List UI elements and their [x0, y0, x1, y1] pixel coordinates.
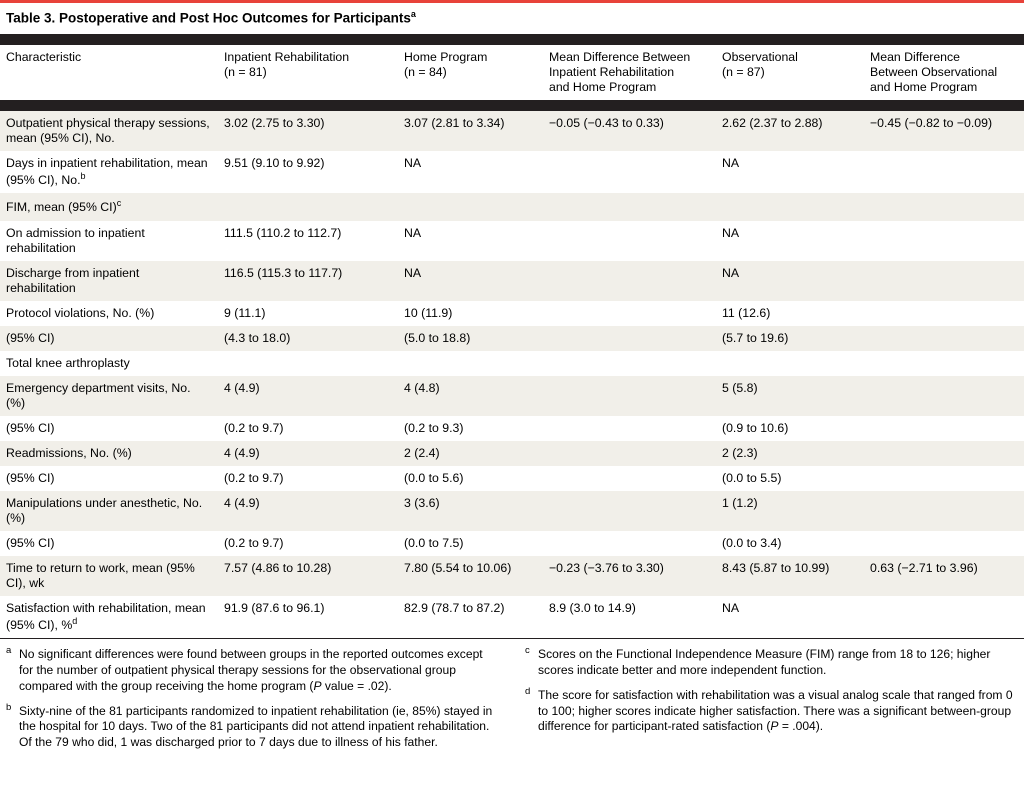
table-cell: NA — [716, 596, 864, 638]
footnotes — [0, 639, 1024, 767]
table-cell: 2.62 (2.37 to 2.88) — [716, 111, 864, 151]
row-label: FIM, mean (95% CI)$^c$ — [0, 193, 218, 220]
table-header-row — [0, 45, 1024, 100]
row-label-superscript: d — [72, 615, 78, 626]
table-cell — [864, 531, 1024, 556]
row-label: (95% CI) — [0, 326, 218, 351]
table-cell: (0.0 to 5.6) — [398, 466, 543, 491]
table-cell: 8.9 (3.0 to 14.9) — [543, 596, 716, 638]
col-header-inpatient — [218, 45, 398, 100]
table-cell — [864, 301, 1024, 326]
footnote-marker: c — [525, 644, 530, 656]
row-label: (95% CI) — [0, 531, 218, 556]
table-cell: 10 (11.9) — [398, 301, 543, 326]
table-cell: NA — [716, 151, 864, 193]
footnote-text: No significant differences were found between groups in the reported outcomes except for the number of outpatient physical therapy sessions for the observational group compared with the group receiving the home program (P value = .02). — [19, 646, 483, 693]
footnote-text: The score for satisfaction with rehabilitation was a visual analog scale that ranged from 0 to 100; higher scores indicate higher satisfaction. There was a significant between-group difference for participant-rated satisfaction (P = .004). — [538, 687, 1013, 734]
col-header-diff-inpatient-home-l2: Inpatient Rehabilitation — [549, 65, 675, 80]
table-cell: (0.0 to 5.5) — [716, 466, 864, 491]
col-header-diff-observational-home-l2: Between Observational — [870, 65, 998, 80]
table-cell — [218, 193, 398, 220]
col-header-diff-inpatient-home-l1: Mean Difference Between — [549, 50, 691, 65]
table-cell — [543, 301, 716, 326]
table-cell: 0.63 (−2.71 to 3.96) — [864, 556, 1024, 596]
table-cell: 1 (1.2) — [716, 491, 864, 531]
table-row — [0, 376, 1024, 416]
row-label: Total knee arthroplasty — [0, 351, 218, 376]
table-cell: NA — [716, 261, 864, 301]
table-row — [0, 193, 1024, 220]
table-row — [0, 301, 1024, 326]
footnote-marker: b — [6, 701, 12, 713]
table-row — [0, 556, 1024, 596]
table-cell: (0.9 to 10.6) — [716, 416, 864, 441]
col-header-home-l2: Home Program — [404, 50, 488, 65]
table-cell: 3 (3.6) — [398, 491, 543, 531]
table-cell: 9.51 (9.10 to 9.92) — [218, 151, 398, 193]
table-cell: (0.2 to 9.3) — [398, 416, 543, 441]
table-cell — [864, 193, 1024, 220]
table-title — [0, 3, 1024, 34]
table-cell: 9 (11.1) — [218, 301, 398, 326]
col-header-characteristic — [0, 45, 218, 100]
table-cell: (0.2 to 9.7) — [218, 416, 398, 441]
col-header-inpatient-l3: (n = 81) — [224, 65, 267, 80]
table-cell — [543, 441, 716, 466]
table-cell: 4 (4.8) — [398, 376, 543, 416]
col-header-home-l3: (n = 84) — [404, 65, 447, 80]
row-label: Readmissions, No. (%) — [0, 441, 218, 466]
table-cell: 3.02 (2.75 to 3.30) — [218, 111, 398, 151]
table-cell — [864, 151, 1024, 193]
row-label: Manipulations under anesthetic, No. (%) — [0, 491, 218, 531]
table-row — [0, 466, 1024, 491]
table-cell — [543, 326, 716, 351]
table-row — [0, 491, 1024, 531]
table-cell: 2 (2.4) — [398, 441, 543, 466]
col-header-observational — [716, 45, 864, 100]
col-header-home — [398, 45, 543, 100]
table-cell: (4.3 to 18.0) — [218, 326, 398, 351]
table-row — [0, 441, 1024, 466]
table-cell — [864, 261, 1024, 301]
footnote — [525, 685, 1018, 736]
table-cell — [864, 351, 1024, 376]
table-row — [0, 221, 1024, 261]
table-cell: 4 (4.9) — [218, 376, 398, 416]
table-cell: (5.7 to 19.6) — [716, 326, 864, 351]
table-row — [0, 416, 1024, 441]
table-cell — [864, 326, 1024, 351]
col-header-observational-l2: Observational — [722, 50, 798, 65]
row-label: Days in inpatient rehabilitation, mean (95% CI), No.$^b$ — [0, 151, 218, 193]
row-label: (95% CI) — [0, 416, 218, 441]
table-row — [0, 596, 1024, 638]
col-header-observational-l3: (n = 87) — [722, 65, 765, 80]
row-label-superscript: c — [116, 198, 122, 209]
table-cell — [543, 531, 716, 556]
footnotes-left-column — [6, 644, 499, 761]
row-label-superscript: b — [80, 171, 86, 182]
table-cell — [543, 466, 716, 491]
table-cell — [716, 193, 864, 220]
footnote — [525, 644, 1018, 679]
row-label: Satisfaction with rehabilitation, mean (95% CI), %$^d$ — [0, 596, 218, 638]
col-header-inpatient-l2: Inpatient Rehabilitation — [224, 50, 350, 65]
table-cell: 3.07 (2.81 to 3.34) — [398, 111, 543, 151]
table-cell: 116.5 (115.3 to 117.7) — [218, 261, 398, 301]
table-cell: 7.57 (4.86 to 10.28) — [218, 556, 398, 596]
table-cell: 91.9 (87.6 to 96.1) — [218, 596, 398, 638]
header-rule-bottom — [0, 100, 1024, 111]
footnote — [6, 644, 499, 695]
table-cell — [864, 596, 1024, 638]
table-cell: 4 (4.9) — [218, 441, 398, 466]
table-cell: −0.23 (−3.76 to 3.30) — [543, 556, 716, 596]
footnote — [6, 701, 499, 752]
table-cell — [218, 351, 398, 376]
table-row — [0, 351, 1024, 376]
table-cell — [543, 261, 716, 301]
table-row — [0, 111, 1024, 151]
table-cell: 5 (5.8) — [716, 376, 864, 416]
row-label: Discharge from inpatient rehabilitation — [0, 261, 218, 301]
col-header-diff-observational-home — [864, 45, 1024, 100]
row-label: On admission to inpatient rehabilitation — [0, 221, 218, 261]
table-title-text: Table 3. Postoperative and Post Hoc Outcomes for Participants — [6, 10, 411, 26]
table-cell: −0.45 (−0.82 to −0.09) — [864, 111, 1024, 151]
table-cell — [543, 221, 716, 261]
col-header-diff-observational-home-l3: and Home Program — [870, 80, 978, 95]
table-cell — [864, 491, 1024, 531]
table-cell — [398, 193, 543, 220]
table-cell — [543, 416, 716, 441]
table-row — [0, 326, 1024, 351]
table-cell: 4 (4.9) — [218, 491, 398, 531]
table-cell — [543, 151, 716, 193]
row-label: Outpatient physical therapy sessions, mean (95% CI), No. — [0, 111, 218, 151]
table-cell: NA — [398, 261, 543, 301]
table-cell: (5.0 to 18.8) — [398, 326, 543, 351]
table-cell: 11 (12.6) — [716, 301, 864, 326]
table-cell — [543, 491, 716, 531]
table-title-superscript: a — [410, 9, 416, 19]
table-cell — [864, 221, 1024, 261]
table-cell: (0.2 to 9.7) — [218, 531, 398, 556]
col-header-diff-observational-home-l1: Mean Difference — [870, 50, 960, 65]
table-cell: 111.5 (110.2 to 112.7) — [218, 221, 398, 261]
table-cell: −0.05 (−0.43 to 0.33) — [543, 111, 716, 151]
table-cell: (0.0 to 3.4) — [716, 531, 864, 556]
table-row — [0, 261, 1024, 301]
row-label: (95% CI) — [0, 466, 218, 491]
footnote-marker: a — [6, 644, 12, 656]
col-header-diff-inpatient-home — [543, 45, 716, 100]
row-label: Time to return to work, mean (95% CI), wk — [0, 556, 218, 596]
footnotes-right-column — [525, 644, 1018, 761]
table-cell — [543, 351, 716, 376]
table-cell: 8.43 (5.87 to 10.99) — [716, 556, 864, 596]
table-cell — [398, 351, 543, 376]
outcomes-table — [0, 34, 1024, 637]
table-cell — [864, 466, 1024, 491]
table-cell: NA — [398, 221, 543, 261]
row-label: Emergency department visits, No. (%) — [0, 376, 218, 416]
col-header-characteristic-l1: Characteristic — [6, 50, 82, 65]
table-cell: 7.80 (5.54 to 10.06) — [398, 556, 543, 596]
table-cell: NA — [716, 221, 864, 261]
table-cell — [864, 416, 1024, 441]
table-cell — [716, 351, 864, 376]
col-header-diff-inpatient-home-l3: and Home Program — [549, 80, 657, 95]
table-row — [0, 151, 1024, 193]
footnote-text: Scores on the Functional Independence Measure (FIM) range from 18 to 126; higher scores indicate better and more independent function. — [538, 646, 991, 677]
table-body — [0, 111, 1024, 637]
table-cell: (0.2 to 9.7) — [218, 466, 398, 491]
table-cell: NA — [398, 151, 543, 193]
footnote-text: Sixty-nine of the 81 participants randomized to inpatient rehabilitation (ie, 85%) stayed in the hospital for 10 days. Two of the 81 participants did not attend inpatient rehabilitation. Of the 79 who did, 1 was discharged prior to 7 days due to illness of his father. — [19, 703, 493, 750]
footnote-marker: d — [525, 685, 531, 697]
table-row — [0, 531, 1024, 556]
row-label: Protocol violations, No. (%) — [0, 301, 218, 326]
table-cell — [864, 441, 1024, 466]
table-cell: 2 (2.3) — [716, 441, 864, 466]
table-cell — [864, 376, 1024, 416]
table-cell — [543, 376, 716, 416]
table-cell: (0.0 to 7.5) — [398, 531, 543, 556]
header-rule-top — [0, 34, 1024, 45]
table-cell: 82.9 (78.7 to 87.2) — [398, 596, 543, 638]
table-cell — [543, 193, 716, 220]
